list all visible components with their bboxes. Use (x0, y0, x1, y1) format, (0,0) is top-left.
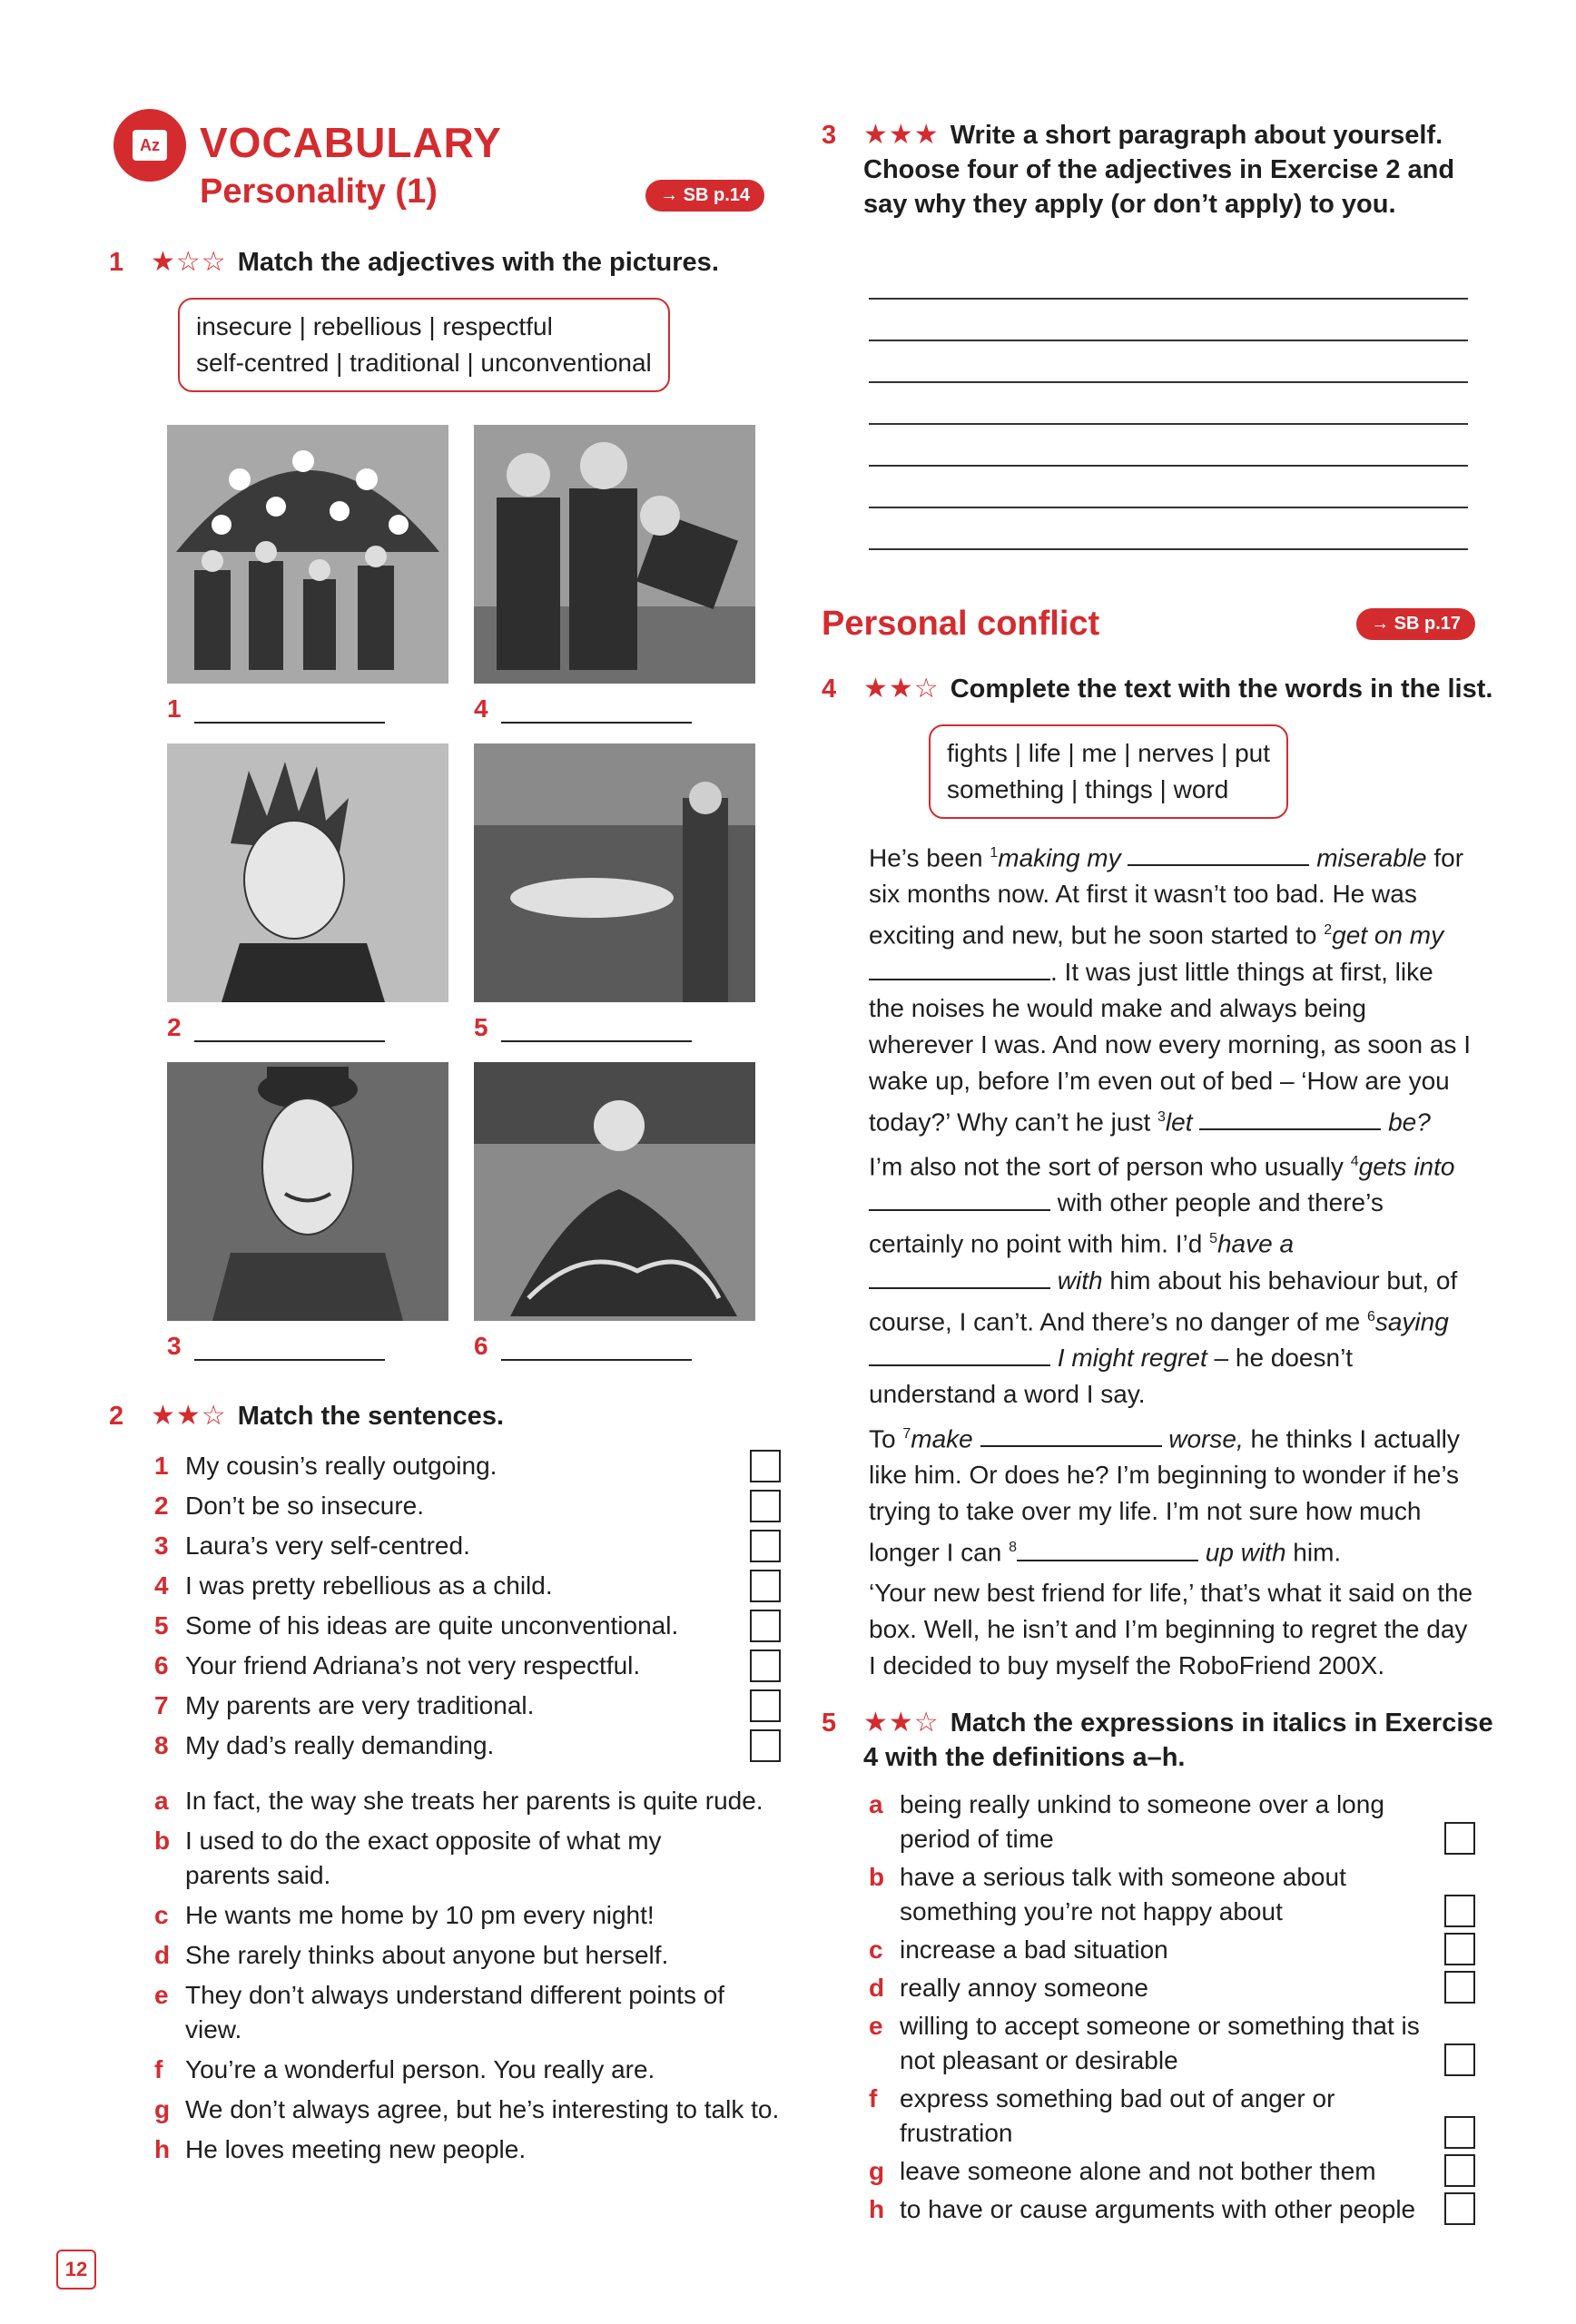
sentence-text: My dad’s really demanding. (185, 1731, 495, 1759)
answer-box[interactable] (1444, 2192, 1475, 2225)
definition-row (869, 1860, 1475, 1929)
option-row (154, 1978, 781, 2047)
punk-boy-illustration (167, 743, 448, 1002)
instruction-text: Complete the text with the words in the list. (950, 675, 1493, 704)
option-text: He wants me home by 10 pm every night! (185, 1901, 655, 1929)
word-box: insecure | rebellious | respectful self-centred | traditional | unconventional (178, 298, 670, 392)
definition-row (869, 1787, 1475, 1856)
definition-text: to have or cause arguments with other people (900, 2194, 1416, 2223)
paragraph (869, 835, 1475, 1140)
exercise-number: 3 (822, 121, 837, 150)
text-run: with other people and there’s certainly no point with him. I’d (869, 1188, 1384, 1258)
definition-letter: e (869, 2011, 883, 2040)
writing-line[interactable] (869, 258, 1468, 300)
exercise-3-header (822, 118, 1493, 222)
definition-text: express something bad out of anger or frustration (900, 2083, 1335, 2147)
answer-box[interactable] (1444, 1971, 1475, 2004)
answer-blank[interactable] (194, 1013, 385, 1042)
picture-item (474, 425, 764, 724)
option-letter: c (154, 1901, 169, 1929)
exercise-4-header (822, 672, 1493, 706)
sentence-text: My cousin’s really outgoing. (185, 1452, 497, 1480)
picture-caption (167, 1332, 458, 1361)
sentence-number: 4 (154, 1571, 169, 1600)
difficulty-stars: ★☆☆ (151, 247, 227, 277)
answer-blank[interactable] (1128, 841, 1309, 866)
answer-blank[interactable] (501, 1013, 692, 1042)
sentence-row (154, 1526, 781, 1566)
gap-number: 4 (1350, 1153, 1359, 1169)
italic-expression: get on my (1332, 921, 1444, 950)
crowd-umbrella-illustration (167, 425, 448, 684)
answer-blank[interactable] (194, 694, 385, 724)
option-text: I used to do the exact opposite of what my parents said. (185, 1827, 662, 1889)
option-letter: d (154, 1941, 171, 1969)
book-icon: Az (133, 130, 167, 161)
option-text: You’re a wonderful person. You really are. (185, 2055, 655, 2083)
answer-box[interactable] (1444, 2043, 1475, 2076)
exercise-instruction (863, 672, 1493, 706)
right-column (822, 109, 1493, 2230)
three-men-illustration (474, 425, 755, 684)
page-number: 12 (56, 2250, 96, 2290)
gap-number: 5 (1209, 1231, 1217, 1247)
difficulty-stars: ★★☆ (151, 1401, 227, 1431)
option-letter: g (154, 2095, 171, 2123)
girl-on-stage-illustration (474, 743, 755, 1002)
answer-blank[interactable] (501, 1332, 692, 1361)
word: things (1085, 775, 1153, 803)
definition-row (869, 2192, 1475, 2227)
option-letter: a (154, 1787, 169, 1815)
answer-box[interactable] (750, 1610, 781, 1642)
writing-line[interactable] (869, 508, 1468, 550)
answer-blank[interactable] (980, 1422, 1162, 1447)
answer-blank[interactable] (1199, 1105, 1381, 1130)
italic-expression: with (1057, 1265, 1103, 1295)
exercise-2 (109, 1399, 781, 2167)
option-text: In fact, the way she treats her parents is quite rude. (185, 1787, 763, 1815)
sentence-number: 8 (154, 1731, 169, 1759)
sentence-row (154, 1726, 781, 1766)
word: me (1081, 739, 1118, 767)
exercise-number: 5 (822, 1708, 837, 1738)
sentence-row (154, 1446, 781, 1486)
answer-box[interactable] (750, 1689, 781, 1722)
difficulty-stars: ★★☆ (863, 674, 940, 704)
definition-row (869, 2009, 1475, 2078)
picture-grid (167, 425, 781, 1381)
writing-line[interactable] (869, 467, 1468, 508)
sentence-number: 5 (154, 1611, 169, 1640)
italic-expression: have a (1216, 1229, 1295, 1258)
section-title: Personal conflict (822, 605, 1100, 643)
gap-fill-text (869, 835, 1475, 1684)
italic-expression: miserable (1316, 843, 1427, 872)
exercise-number: 2 (109, 1402, 124, 1431)
picture-caption (474, 1332, 764, 1361)
old-gentleman-illustration (167, 1062, 448, 1321)
gap-number: 6 (1366, 1308, 1375, 1324)
word: life (1028, 739, 1061, 767)
paragraph (869, 1416, 1475, 1571)
definition-letter: c (869, 1935, 883, 1964)
paragraph (869, 1144, 1475, 1413)
text-run: him about his behaviour but, of course, I can’t. And there’s no danger of me (869, 1265, 1458, 1335)
sentence-list (154, 1446, 781, 1766)
gap-number: 8 (1009, 1540, 1018, 1556)
exercise-number: 1 (109, 248, 124, 277)
definition-letter: g (869, 2156, 885, 2185)
word: nerves (1138, 739, 1215, 767)
answer-box[interactable] (1444, 1822, 1475, 1855)
answer-blank[interactable] (869, 955, 1050, 980)
italic-expression: saying (1374, 1306, 1449, 1335)
option-text: They don’t always understand different points of view. (185, 1981, 725, 2043)
italic-expression: let (1165, 1107, 1193, 1136)
instruction-text: Match the expressions in italics in Exercise 4 with the definitions a–h. (863, 1708, 1493, 1772)
word-box: fights | life | me | nerves | put something | things | word (929, 724, 1288, 819)
paragraph: ‘Your new best friend for life,’ that’s what it said on the box. Well, he isn’t and I’m beginning to regret the day I decided to buy myself the RoboFriend 200X. (869, 1578, 1473, 1679)
word: respectful (442, 312, 553, 340)
definition-row (869, 2082, 1475, 2151)
option-text: She rarely thinks about anyone but herself. (185, 1941, 669, 1969)
left-column (109, 109, 781, 2172)
text-run: him. (1285, 1538, 1342, 1567)
picture-caption (167, 1013, 458, 1042)
word: fights (947, 739, 1008, 767)
answer-box[interactable] (750, 1450, 781, 1482)
definition-list (869, 1787, 1475, 2227)
sentence-text: Laura’s very self-centred. (185, 1531, 470, 1560)
exercise-3 (822, 118, 1493, 550)
word: self-centred (196, 349, 330, 377)
sb-reference-badge: → SB p.17 (1356, 608, 1475, 640)
italic-expression: gets into (1358, 1152, 1455, 1181)
writing-line[interactable] (869, 341, 1468, 383)
option-row (154, 1824, 699, 1893)
sentence-number: 2 (154, 1492, 169, 1520)
italic-expression: worse, (1168, 1424, 1244, 1453)
gap-number: 1 (990, 845, 999, 861)
sentence-text: Don’t be so insecure. (185, 1492, 425, 1520)
exercise-4 (822, 672, 1493, 1684)
picture-number: 1 (167, 694, 182, 723)
option-row (154, 2053, 781, 2087)
definition-letter: b (869, 1862, 885, 1891)
exercise-5-header (822, 1706, 1493, 1775)
sentence-row (154, 1486, 781, 1526)
exercise-number: 4 (822, 675, 837, 704)
exercise-5 (822, 1706, 1493, 2227)
picture-caption (474, 1013, 764, 1042)
dancing-girl-illustration (474, 1062, 755, 1321)
sentence-row (154, 1646, 781, 1686)
exercise-instruction (863, 118, 1493, 222)
text-run: for six months now. At first it wasn’t too bad. He was exciting and new, but he soon started to (869, 843, 1464, 950)
definition-row (869, 2154, 1475, 2189)
word: traditional (350, 349, 460, 377)
definition-text: increase a bad situation (900, 1935, 1168, 1964)
picture-number: 4 (474, 694, 488, 723)
picture-number: 5 (474, 1013, 488, 1041)
instruction-text: Write a short paragraph about yourself. Choose four of the adjectives in Exercise 2 and say why they apply (or don’t apply) to you. (863, 121, 1455, 219)
sentence-number: 6 (154, 1651, 169, 1679)
sentence-text: I was pretty rebellious as a child. (185, 1571, 553, 1600)
definition-row (869, 1971, 1475, 2005)
word: something (947, 775, 1065, 803)
picture-item (474, 743, 764, 1042)
exercise-instruction (863, 1706, 1493, 1775)
definition-text: being really unkind to someone over a long period of time (900, 1789, 1384, 1853)
exercise-1 (109, 245, 781, 1381)
word: put (1235, 739, 1270, 767)
exercise-2-header (109, 1399, 781, 1433)
writing-line[interactable] (869, 425, 1468, 467)
word: rebellious (312, 312, 422, 340)
gap-number: 7 (902, 1425, 911, 1442)
picture-item (167, 1062, 458, 1361)
writing-line[interactable] (869, 300, 1468, 341)
answer-box[interactable] (750, 1530, 781, 1562)
answer-box[interactable] (750, 1729, 781, 1762)
answer-box[interactable] (750, 1570, 781, 1602)
text-run: To (869, 1424, 903, 1453)
sentence-number: 3 (154, 1531, 169, 1560)
picture-number: 2 (167, 1013, 182, 1041)
option-row (154, 1938, 781, 1973)
answer-blank[interactable] (1017, 1536, 1198, 1561)
sentence-text: Some of his ideas are quite unconventional. (185, 1611, 679, 1640)
picture-item (474, 1062, 764, 1361)
italic-expression: making my (998, 843, 1121, 872)
picture-item (167, 743, 458, 1042)
sentence-row (154, 1566, 781, 1606)
word: insecure (196, 312, 292, 340)
exercise-instruction: Match the adjectives with the pictures. (237, 248, 719, 277)
sentence-number: 1 (154, 1452, 169, 1480)
answer-box[interactable] (1444, 1933, 1475, 1965)
exercise-instruction: Match the sentences. (237, 1402, 505, 1431)
picture-item (167, 425, 458, 724)
section-header (822, 596, 1493, 659)
option-row (154, 1898, 781, 1933)
difficulty-stars: ★★★ (863, 120, 940, 150)
sentence-number: 7 (154, 1691, 169, 1719)
page-subtitle: Personality (1) (200, 172, 438, 211)
vocabulary-icon (113, 109, 186, 182)
italic-expression: I might regret (1057, 1343, 1207, 1372)
gap-number: 3 (1157, 1108, 1166, 1125)
sb-reference-badge: → SB p.14 (645, 180, 764, 212)
difficulty-stars: ★★☆ (863, 1707, 940, 1738)
answer-blank[interactable] (869, 1186, 1050, 1211)
page-title: VOCABULARY (200, 119, 502, 166)
definition-letter: h (869, 2194, 885, 2223)
definition-text: leave someone alone and not bother them (900, 2156, 1376, 2185)
answer-blank[interactable] (869, 1264, 1050, 1289)
answer-box[interactable] (1444, 1895, 1475, 1927)
sentence-row (154, 1606, 781, 1646)
definition-text: willing to accept someone or something that is not pleasant or desirable (900, 2011, 1420, 2074)
answer-box[interactable] (1444, 2116, 1475, 2149)
picture-number: 6 (474, 1332, 488, 1360)
answer-blank[interactable] (194, 1332, 385, 1361)
sentence-row (154, 1686, 781, 1726)
option-row (154, 1784, 781, 1818)
picture-caption (474, 694, 764, 724)
option-letter: f (154, 2055, 163, 2083)
picture-caption (167, 694, 458, 724)
vocabulary-header (109, 109, 781, 245)
text-run: – he doesn’t understand a word I say. (869, 1343, 1354, 1408)
option-row (154, 2093, 781, 2127)
definition-row (869, 1933, 1475, 1967)
italic-expression: be? (1388, 1107, 1431, 1136)
picture-number: 3 (167, 1332, 182, 1360)
gap-number: 2 (1324, 922, 1333, 939)
option-letter: h (154, 2135, 171, 2163)
exercise-1-header (109, 245, 781, 280)
sentence-text: My parents are very traditional. (185, 1691, 535, 1719)
sentence-text: Your friend Adriana’s not very respectful. (185, 1651, 641, 1679)
option-row (154, 2132, 781, 2167)
text-run: I’m also not the sort of person who usually (869, 1152, 1351, 1181)
writing-lines (869, 258, 1493, 550)
option-letter: e (154, 1981, 169, 2009)
answer-box[interactable] (750, 1490, 781, 1522)
definition-text: really annoy someone (900, 1973, 1148, 2002)
word: unconventional (480, 349, 652, 377)
answer-blank[interactable] (869, 1341, 1050, 1366)
option-letter: b (154, 1827, 171, 1855)
word: word (1173, 775, 1229, 803)
italic-expression: up with (1205, 1538, 1286, 1567)
option-text: He loves meeting new people. (185, 2135, 527, 2163)
definition-text: have a serious talk with someone about something you’re not happy about (900, 1862, 1346, 1925)
italic-expression: make (911, 1424, 973, 1453)
text-run: he thinks I actually like him. Or does he? I’m beginning to wonder if he’s trying to take over my life. I’m not sure how much longer I can (869, 1424, 1460, 1567)
definition-letter: f (869, 2083, 878, 2112)
text-run: He’s been (869, 843, 990, 872)
answer-box[interactable] (1444, 2154, 1475, 2187)
answer-box[interactable] (750, 1649, 781, 1682)
option-list (154, 1784, 781, 2167)
option-text: We don’t always agree, but he’s interesting to talk to. (185, 2095, 780, 2123)
text-run: . It was just little things at first, like the noises he would make and always being wherever I was. And now every morning, as soon as I wake up, before I’m even out of bed – ‘How are you today?’ Why can’t he just (869, 957, 1471, 1136)
answer-blank[interactable] (501, 694, 692, 724)
definition-letter: d (869, 1973, 885, 2002)
definition-letter: a (869, 1789, 883, 1818)
writing-line[interactable] (869, 383, 1468, 425)
